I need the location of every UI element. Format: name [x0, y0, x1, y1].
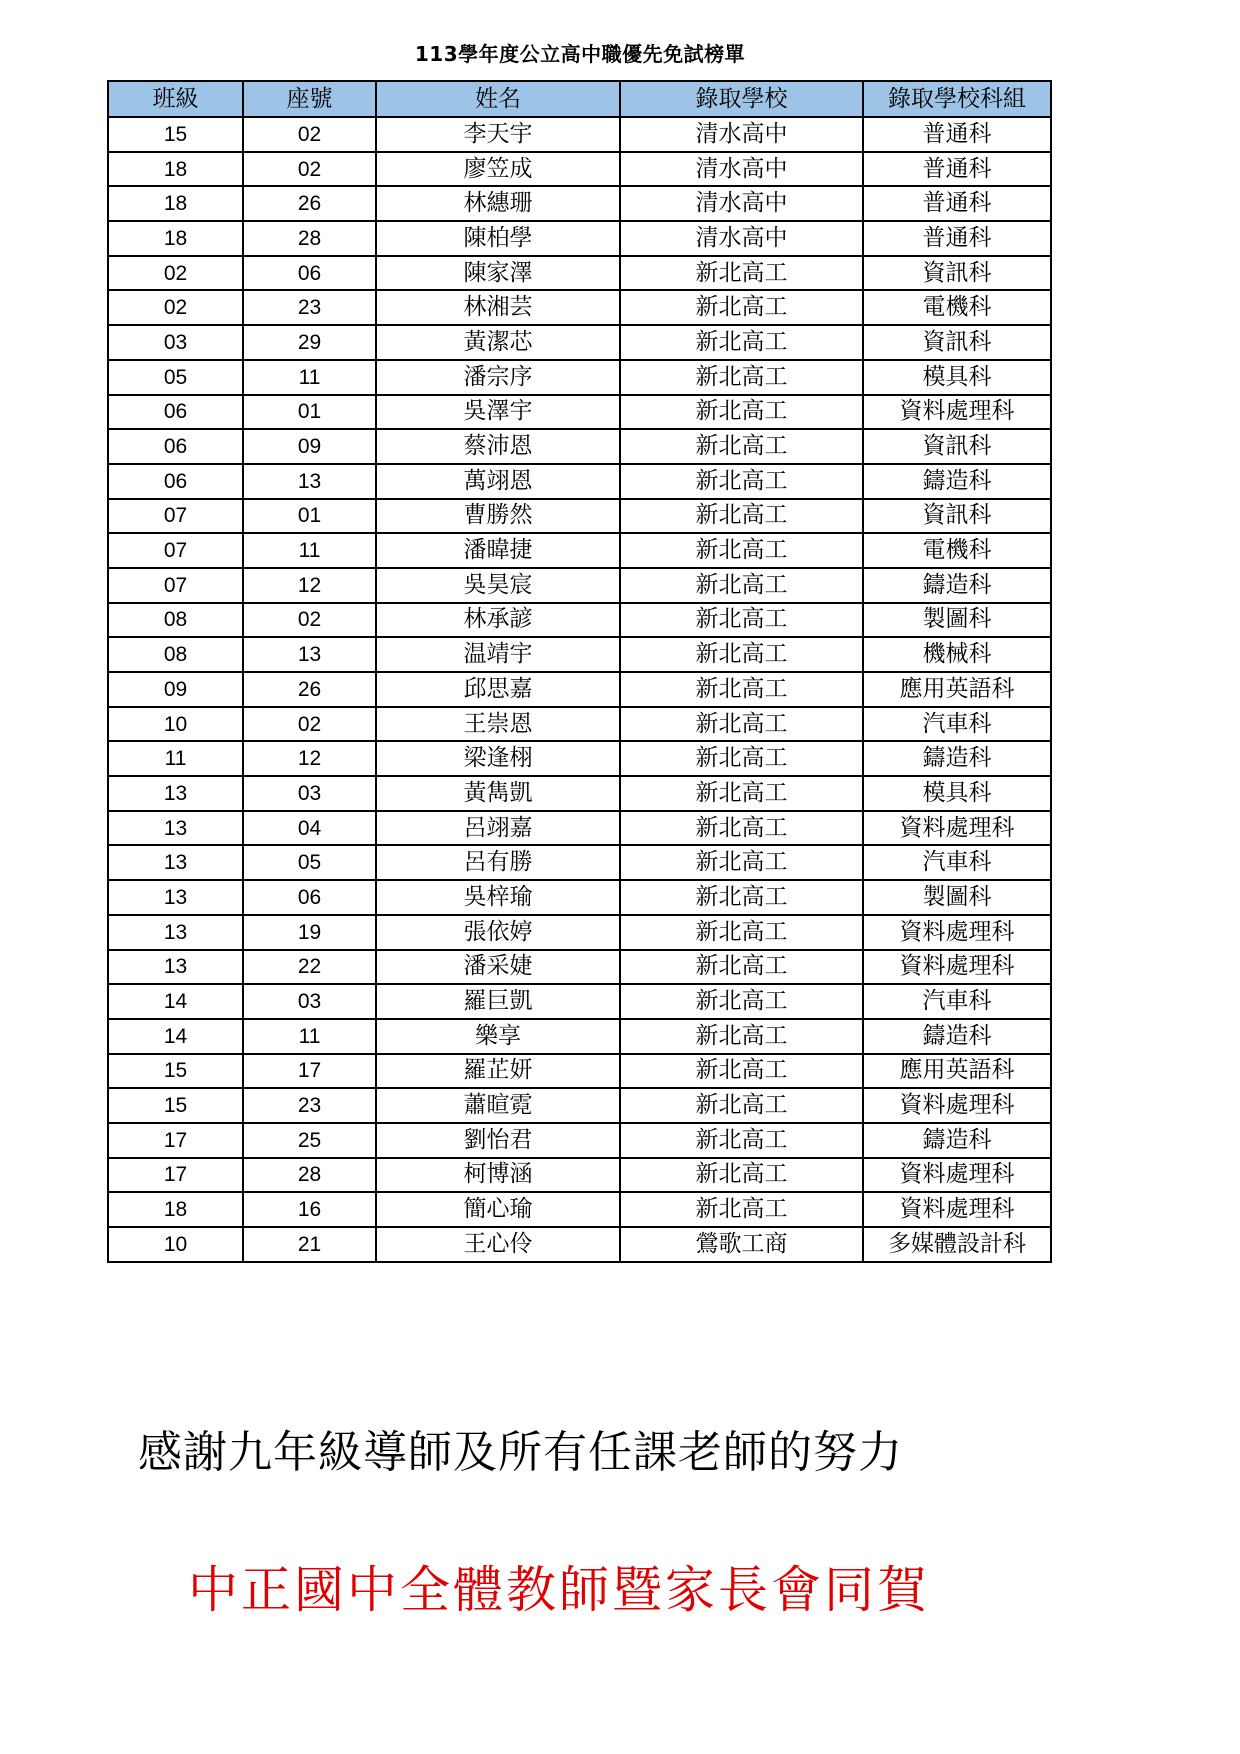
cell-class: 06	[108, 464, 243, 499]
cell-department: 資訊科	[863, 429, 1051, 464]
cell-school: 新北高工	[620, 776, 863, 811]
cell-department: 電機科	[863, 290, 1051, 325]
cell-department: 應用英語科	[863, 1054, 1051, 1089]
cell-school: 新北高工	[620, 1088, 863, 1123]
cell-department: 資料處理科	[863, 1088, 1051, 1123]
cell-school: 新北高工	[620, 603, 863, 638]
cell-name: 呂翊嘉	[376, 811, 620, 846]
cell-seat-number: 12	[243, 741, 376, 776]
table-row	[108, 221, 1051, 256]
table-row	[108, 984, 1051, 1019]
cell-department: 資訊科	[863, 325, 1051, 360]
cell-class: 07	[108, 499, 243, 534]
table-row	[108, 290, 1051, 325]
cell-seat-number: 25	[243, 1123, 376, 1158]
cell-seat-number: 19	[243, 915, 376, 950]
cell-name: 林承諺	[376, 603, 620, 638]
cell-department: 資料處理科	[863, 1158, 1051, 1193]
cell-name: 邱思嘉	[376, 672, 620, 707]
cell-name: 曹勝然	[376, 499, 620, 534]
cell-name: 蔡沛恩	[376, 429, 620, 464]
cell-seat-number: 13	[243, 464, 376, 499]
cell-seat-number: 11	[243, 1019, 376, 1054]
cell-school: 新北高工	[620, 637, 863, 672]
admission-table	[107, 80, 1052, 1263]
cell-class: 13	[108, 915, 243, 950]
cell-class: 14	[108, 1019, 243, 1054]
cell-department: 資訊科	[863, 256, 1051, 291]
table-header-row	[108, 81, 1051, 117]
cell-department: 資訊科	[863, 499, 1051, 534]
cell-class: 10	[108, 707, 243, 742]
cell-name: 潘暐捷	[376, 533, 620, 568]
table-row	[108, 1192, 1051, 1227]
cell-school: 新北高工	[620, 395, 863, 430]
cell-seat-number: 02	[243, 152, 376, 187]
cell-department: 鑄造科	[863, 568, 1051, 603]
cell-class: 18	[108, 152, 243, 187]
cell-name: 吳梓瑜	[376, 880, 620, 915]
cell-class: 11	[108, 741, 243, 776]
table-row	[108, 256, 1051, 291]
cell-school: 新北高工	[620, 499, 863, 534]
cell-school: 新北高工	[620, 707, 863, 742]
cell-class: 15	[108, 117, 243, 152]
cell-class: 13	[108, 880, 243, 915]
cell-name: 吳昊宸	[376, 568, 620, 603]
cell-school: 新北高工	[620, 845, 863, 880]
header-class: 班級	[108, 81, 243, 117]
cell-department: 機械科	[863, 637, 1051, 672]
cell-name: 林繐珊	[376, 186, 620, 221]
cell-class: 02	[108, 256, 243, 291]
cell-department: 資料處理科	[863, 395, 1051, 430]
table-row	[108, 117, 1051, 152]
cell-school: 新北高工	[620, 360, 863, 395]
table-row	[108, 1158, 1051, 1193]
cell-class: 06	[108, 395, 243, 430]
cell-school: 新北高工	[620, 429, 863, 464]
cell-department: 多媒體設計科	[863, 1227, 1051, 1262]
cell-class: 09	[108, 672, 243, 707]
cell-class: 07	[108, 568, 243, 603]
cell-name: 王心伶	[376, 1227, 620, 1262]
cell-school: 新北高工	[620, 325, 863, 360]
cell-school: 鶯歌工商	[620, 1227, 863, 1262]
cell-seat-number: 16	[243, 1192, 376, 1227]
cell-department: 資料處理科	[863, 950, 1051, 985]
header-seat-number: 座號	[243, 81, 376, 117]
cell-seat-number: 23	[243, 290, 376, 325]
cell-name: 樂享	[376, 1019, 620, 1054]
page-title: 113學年度公立高中職優先免試榜單	[414, 42, 746, 66]
cell-school: 新北高工	[620, 811, 863, 846]
cell-seat-number: 23	[243, 1088, 376, 1123]
cell-department: 鑄造科	[863, 741, 1051, 776]
table-row	[108, 811, 1051, 846]
cell-department: 應用英語科	[863, 672, 1051, 707]
cell-school: 新北高工	[620, 950, 863, 985]
cell-class: 18	[108, 186, 243, 221]
cell-school: 清水高中	[620, 117, 863, 152]
table-row	[108, 429, 1051, 464]
cell-name: 黃雋凱	[376, 776, 620, 811]
cell-class: 15	[108, 1054, 243, 1089]
table-row	[108, 152, 1051, 187]
cell-department: 汽車科	[863, 707, 1051, 742]
cell-class: 14	[108, 984, 243, 1019]
cell-class: 05	[108, 360, 243, 395]
cell-seat-number: 02	[243, 117, 376, 152]
cell-name: 廖笠成	[376, 152, 620, 187]
table-row	[108, 1019, 1051, 1054]
cell-seat-number: 12	[243, 568, 376, 603]
cell-department: 鑄造科	[863, 1019, 1051, 1054]
table-row	[108, 637, 1051, 672]
cell-seat-number: 29	[243, 325, 376, 360]
cell-school: 新北高工	[620, 672, 863, 707]
cell-seat-number: 13	[243, 637, 376, 672]
cell-seat-number: 01	[243, 499, 376, 534]
thanks-message: 感謝九年級導師及所有任課老師的努力	[138, 1427, 903, 1478]
cell-seat-number: 06	[243, 880, 376, 915]
cell-class: 08	[108, 603, 243, 638]
cell-name: 陳家澤	[376, 256, 620, 291]
cell-seat-number: 11	[243, 533, 376, 568]
cell-name: 李天宇	[376, 117, 620, 152]
table-row	[108, 845, 1051, 880]
table-row	[108, 950, 1051, 985]
cell-name: 梁逢栩	[376, 741, 620, 776]
cell-seat-number: 03	[243, 776, 376, 811]
cell-seat-number: 05	[243, 845, 376, 880]
cell-school: 新北高工	[620, 1123, 863, 1158]
cell-class: 15	[108, 1088, 243, 1123]
cell-seat-number: 21	[243, 1227, 376, 1262]
cell-name: 簡心瑜	[376, 1192, 620, 1227]
cell-school: 新北高工	[620, 984, 863, 1019]
table-body	[108, 117, 1051, 1262]
cell-class: 10	[108, 1227, 243, 1262]
cell-name: 呂有勝	[376, 845, 620, 880]
cell-department: 普通科	[863, 117, 1051, 152]
cell-department: 普通科	[863, 221, 1051, 256]
cell-class: 02	[108, 290, 243, 325]
cell-name: 王崇恩	[376, 707, 620, 742]
cell-seat-number: 06	[243, 256, 376, 291]
cell-class: 08	[108, 637, 243, 672]
cell-seat-number: 04	[243, 811, 376, 846]
cell-name: 張依婷	[376, 915, 620, 950]
table-row	[108, 741, 1051, 776]
cell-seat-number: 02	[243, 707, 376, 742]
cell-seat-number: 28	[243, 1158, 376, 1193]
table-row	[108, 464, 1051, 499]
cell-class: 13	[108, 845, 243, 880]
cell-name: 陳柏學	[376, 221, 620, 256]
cell-class: 17	[108, 1158, 243, 1193]
table-row	[108, 707, 1051, 742]
table-row	[108, 395, 1051, 430]
cell-name: 潘宗序	[376, 360, 620, 395]
cell-department: 普通科	[863, 186, 1051, 221]
table-row	[108, 325, 1051, 360]
header-name: 姓名	[376, 81, 620, 117]
header-department: 錄取學校科組	[863, 81, 1051, 117]
cell-department: 資料處理科	[863, 811, 1051, 846]
cell-school: 新北高工	[620, 1192, 863, 1227]
cell-seat-number: 26	[243, 672, 376, 707]
cell-department: 資料處理科	[863, 915, 1051, 950]
cell-department: 製圖科	[863, 880, 1051, 915]
cell-seat-number: 09	[243, 429, 376, 464]
table-row	[108, 1123, 1051, 1158]
cell-department: 電機科	[863, 533, 1051, 568]
table-row	[108, 360, 1051, 395]
cell-seat-number: 22	[243, 950, 376, 985]
table-row	[108, 603, 1051, 638]
cell-seat-number: 28	[243, 221, 376, 256]
cell-school: 新北高工	[620, 915, 863, 950]
cell-department: 製圖科	[863, 603, 1051, 638]
cell-name: 蕭暄霓	[376, 1088, 620, 1123]
cell-department: 鑄造科	[863, 1123, 1051, 1158]
cell-department: 資料處理科	[863, 1192, 1051, 1227]
cell-department: 普通科	[863, 152, 1051, 187]
table-row	[108, 915, 1051, 950]
cell-school: 新北高工	[620, 1019, 863, 1054]
cell-class: 13	[108, 950, 243, 985]
cell-name: 潘采婕	[376, 950, 620, 985]
cell-department: 模具科	[863, 360, 1051, 395]
table-row	[108, 499, 1051, 534]
cell-department: 汽車科	[863, 845, 1051, 880]
cell-seat-number: 17	[243, 1054, 376, 1089]
cell-name: 黃潔芯	[376, 325, 620, 360]
congratulations-message: 中正國中全體教師暨家長會同賀	[188, 1561, 930, 1619]
cell-name: 萬翊恩	[376, 464, 620, 499]
cell-name: 劉怡君	[376, 1123, 620, 1158]
cell-seat-number: 26	[243, 186, 376, 221]
cell-class: 13	[108, 776, 243, 811]
cell-name: 羅芷妍	[376, 1054, 620, 1089]
cell-class: 13	[108, 811, 243, 846]
cell-class: 18	[108, 1192, 243, 1227]
header-school: 錄取學校	[620, 81, 863, 117]
cell-school: 新北高工	[620, 464, 863, 499]
cell-name: 吳澤宇	[376, 395, 620, 430]
table-row	[108, 1054, 1051, 1089]
table-row	[108, 1088, 1051, 1123]
cell-department: 汽車科	[863, 984, 1051, 1019]
table-row	[108, 1227, 1051, 1262]
cell-school: 清水高中	[620, 221, 863, 256]
cell-class: 06	[108, 429, 243, 464]
cell-school: 新北高工	[620, 568, 863, 603]
cell-class: 17	[108, 1123, 243, 1158]
cell-seat-number: 11	[243, 360, 376, 395]
cell-name: 羅巨凱	[376, 984, 620, 1019]
cell-class: 03	[108, 325, 243, 360]
cell-school: 新北高工	[620, 290, 863, 325]
table-row	[108, 672, 1051, 707]
cell-seat-number: 02	[243, 603, 376, 638]
cell-school: 新北高工	[620, 1158, 863, 1193]
cell-school: 新北高工	[620, 1054, 863, 1089]
cell-department: 鑄造科	[863, 464, 1051, 499]
cell-name: 温靖宇	[376, 637, 620, 672]
table-row	[108, 186, 1051, 221]
table-row	[108, 533, 1051, 568]
cell-school: 清水高中	[620, 152, 863, 187]
cell-name: 林湘芸	[376, 290, 620, 325]
cell-name: 柯博涵	[376, 1158, 620, 1193]
cell-school: 新北高工	[620, 256, 863, 291]
cell-class: 18	[108, 221, 243, 256]
cell-school: 新北高工	[620, 741, 863, 776]
cell-school: 清水高中	[620, 186, 863, 221]
cell-seat-number: 01	[243, 395, 376, 430]
cell-department: 模具科	[863, 776, 1051, 811]
cell-school: 新北高工	[620, 880, 863, 915]
table-row	[108, 880, 1051, 915]
table-row	[108, 776, 1051, 811]
cell-class: 07	[108, 533, 243, 568]
cell-seat-number: 03	[243, 984, 376, 1019]
table-row	[108, 568, 1051, 603]
cell-school: 新北高工	[620, 533, 863, 568]
